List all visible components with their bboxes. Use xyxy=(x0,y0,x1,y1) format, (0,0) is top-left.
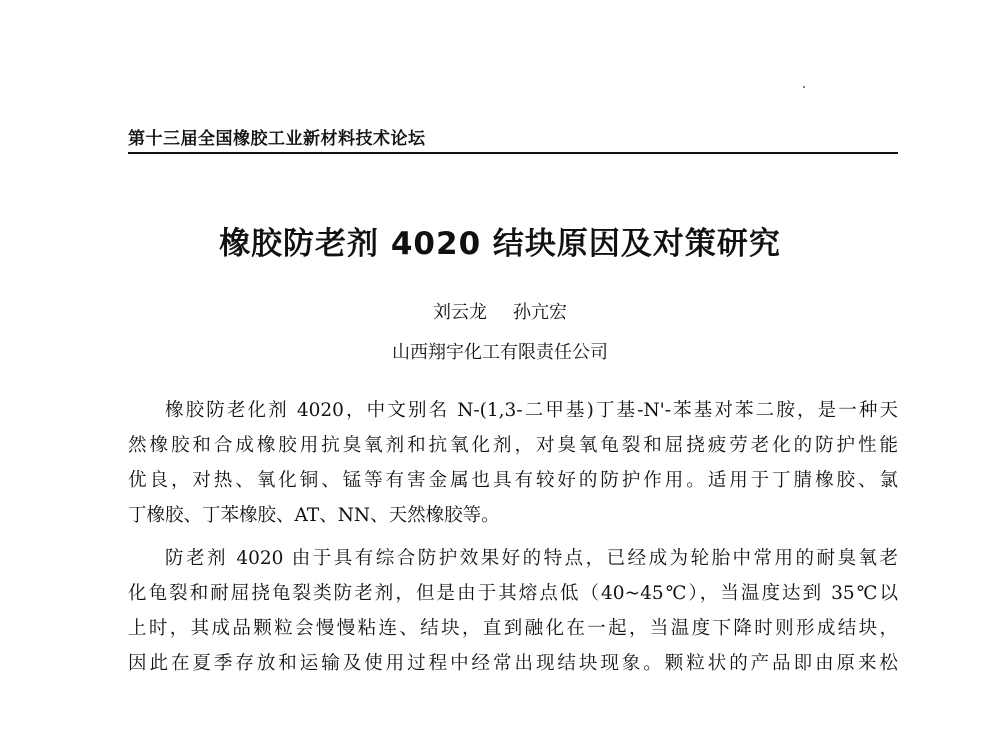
author-list xyxy=(0,298,1000,324)
paragraph xyxy=(128,393,898,533)
paragraph xyxy=(128,541,898,681)
scan-speck xyxy=(803,86,805,88)
text-line: 优良，对热、氧化铜、锰等有害金属也具有较好的防护作用。适用于丁腈橡胶、氯 xyxy=(128,470,898,491)
text-line: 防老剂 4020 由于具有综合防护效果好的特点，已经成为轮胎中常用的耐臭氧老 xyxy=(165,548,898,569)
text-line: 然橡胶和合成橡胶用抗臭氧剂和抗氧化剂，对臭氧龟裂和屈挠疲劳老化的防护性能 xyxy=(128,435,898,456)
text-line: 化龟裂和耐屈挠龟裂类防老剂，但是由于其熔点低（40~45℃），当温度达到 35℃以 xyxy=(128,583,898,604)
body-text xyxy=(128,393,898,681)
text-line: 上时，其成品颗粒会慢慢粘连、结块，直到融化在一起，当温度下降时则形成结块， xyxy=(128,618,898,639)
text-line: 橡胶防老化剂 4020，中文别名 N-(1,3-二甲基)丁基-N'-苯基对苯二胺，是一种天 xyxy=(165,400,898,421)
text-line: 丁橡胶、丁苯橡胶、AT、NN、天然橡胶等。 xyxy=(128,505,500,526)
author-name: 刘云龙 xyxy=(433,302,487,323)
conference-name: 第十三届全国橡胶工业新材料技术论坛 xyxy=(128,129,426,149)
text-line: 因此在夏季存放和运输及使用过程中经常出现结块现象。颗粒状的产品即由原来松 xyxy=(128,653,898,674)
paper-title: 橡胶防老剂 4020 结块原因及对策研究 xyxy=(219,226,781,262)
author-name: 孙亢宏 xyxy=(513,302,567,323)
affiliation: 山西翔宇化工有限责任公司 xyxy=(392,342,608,363)
running-header xyxy=(128,120,898,154)
